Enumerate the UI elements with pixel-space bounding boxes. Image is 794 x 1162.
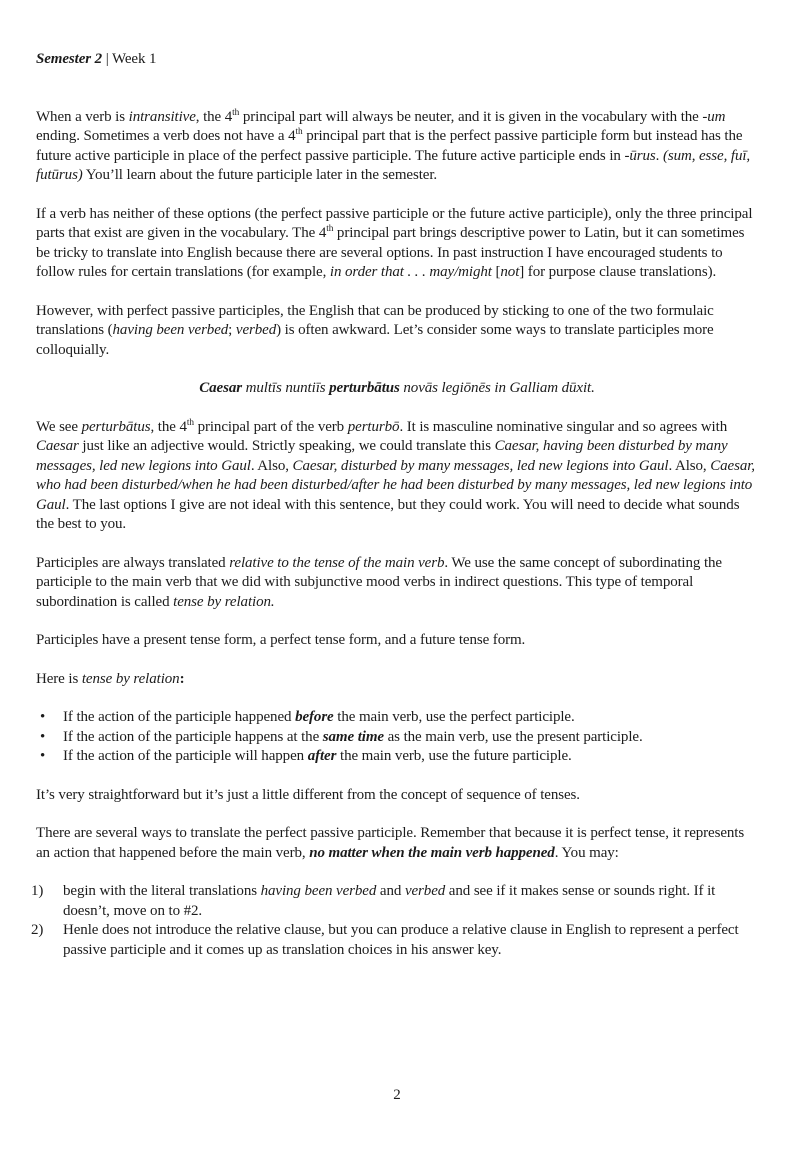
example-sentence-latin: Caesar multīs nuntiīs perturbātus novās legiōnēs in Galliam dūxit. bbox=[199, 380, 595, 396]
doc-header: Semester 2 | Week 1 bbox=[36, 51, 157, 67]
paragraph-straightforward: It’s very straightforward but it’s just a little different from the concept of sequence of tenses. bbox=[36, 786, 580, 803]
bullet-text: If the action of the participle will happen after the main verb, use the future participle. bbox=[63, 748, 572, 764]
paragraph-formulaic-translations: However, with perfect passive participles, the English that can be produced by sticking to one of the two formulaic translations (having been verbed; verbed) is often awkward. Let’s consider some ways to translate participles more colloquially. bbox=[36, 302, 714, 358]
paragraph-neither-option: If a verb has neither of these options (the perfect passive participle or the future active participle), only the three principal parts that exist are given in the vocabulary. The 4th principal part brings descriptive power to Latin, but it can sometimes be tricky to translate into English because there are several options. In past instruction I have encouraged students to follow rules for certain translations (for example, in order that . . . may/might [not] for purpose clause translations). bbox=[36, 205, 753, 280]
paragraph-intransitive-verbs: When a verb is intransitive, the 4th principal part will always be neuter, and it is given in the vocabulary with the -um ending. Sometimes a verb does not have a 4th principal part that is the perfect passive participle form but instead has the future active participle in place of the perfect passive participle. The future active participle ends in -ūrus. (sum, esse, fuī, futūrus) You’ll learn about the future participle later in the semester. bbox=[36, 107, 751, 183]
list-number: 1) bbox=[31, 883, 44, 899]
bullet-text: If the action of the participle happens at the same time as the main verb, use the present participle. bbox=[63, 728, 643, 745]
bullet-text: If the action of the participle happened before the main verb, use the perfect participle. bbox=[63, 709, 575, 725]
paragraph-several-ways: There are several ways to translate the perfect passive participle. Remember that because it is perfect tense, it represents an action that happened before the main verb, no matter when the main verb happened. You may: bbox=[36, 825, 745, 861]
numbered-text: Henle does not introduce the relative clause, but you can produce a relative clause in English to represent a perfect passive participle and it comes up as translation choices in his answer key. bbox=[63, 922, 739, 958]
translation-steps-list bbox=[31, 882, 758, 960]
bullet-icon: • bbox=[40, 728, 46, 745]
paragraph-perturbatus-analysis: We see perturbātus, the 4th principal part of the verb perturbō. It is masculine nominative singular and so agrees with Caesar just like an adjective would. Strictly speaking, we could translate this Caesar, having been disturbed by many messages, led new legions into Gaul. Also, Caesar, disturbed by many messages, led new legions into Gaul. Also, Caesar, who had been disturbed/when he had been disturbed/after he had been disturbed by many messages, led new legions into Gaul. The last options I give are not ideal with this sentence, but they could work. You will need to decide what sounds the best to you. bbox=[36, 417, 755, 532]
numbered-item-1 bbox=[31, 882, 758, 921]
list-number: 2) bbox=[31, 922, 44, 938]
numbered-text: begin with the literal translations having been verbed and verbed and see if it makes sense or sounds right. If it doesn’t, move on to #2. bbox=[63, 883, 716, 919]
tense-by-relation-bullet-list bbox=[36, 708, 758, 767]
bullet-icon: • bbox=[40, 748, 46, 764]
page-number: 2 bbox=[393, 1087, 401, 1103]
paragraph-participle-forms: Participles have a present tense form, a perfect tense form, and a future tense form. bbox=[36, 632, 526, 648]
paragraph-tense-by-relation-intro: Participles are always translated relative to the tense of the main verb. We use the same concept of subordinating the participle to the main verb that we did with subjunctive mood verbs in indirect questions. This type of temporal subordination is called tense by relation. bbox=[36, 554, 722, 610]
numbered-item-2 bbox=[31, 921, 758, 960]
bullet-item-after bbox=[36, 747, 758, 767]
bullet-item-before bbox=[36, 708, 758, 728]
bullet-icon: • bbox=[40, 709, 46, 725]
paragraph-here-is-tense-by-relation: Here is tense by relation: bbox=[36, 670, 185, 687]
bullet-item-same-time bbox=[36, 728, 758, 748]
